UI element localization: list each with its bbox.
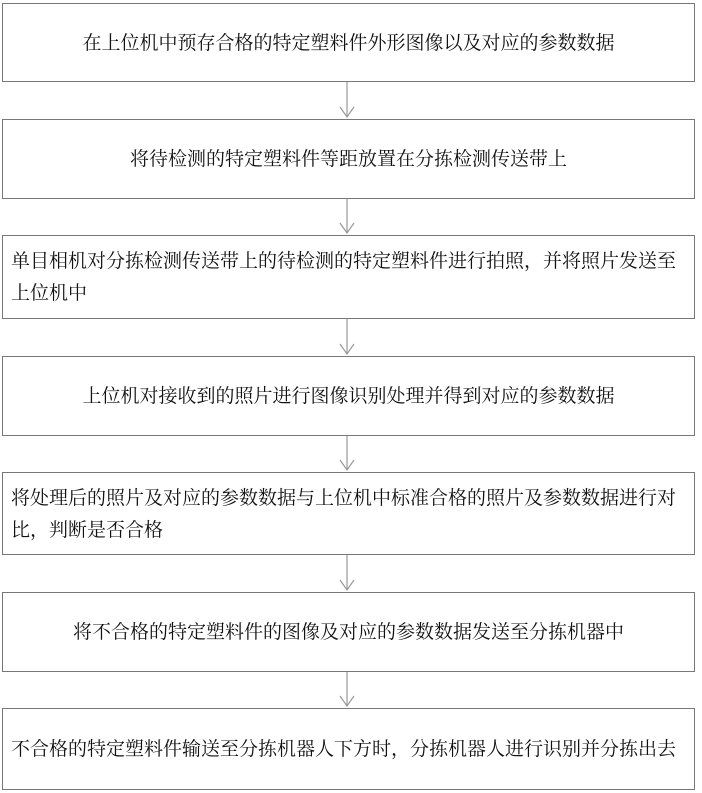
flow-step-3 [2, 235, 695, 319]
flow-step-2-text: 将待检测的特定塑料件等距放置在分拣检测传送带上 [129, 148, 567, 170]
flow-step-6-text: 将不合格的特定塑料件的图像及对应的参数数据发送至分拣机器中 [72, 621, 624, 643]
down-arrow-icon [337, 672, 357, 708]
flow-arrow-6 [337, 672, 357, 708]
flow-step-7-text: 不合格的特定塑料件输送至分拣机器人下方时，分拣机器人进行识别并分拣出去 [11, 738, 677, 760]
down-arrow-icon [337, 319, 357, 356]
down-arrow-icon [337, 82, 357, 119]
flow-arrow-2 [337, 199, 357, 235]
down-arrow-icon [337, 555, 357, 592]
flow-step-7 [2, 708, 695, 790]
flow-step-4 [2, 356, 695, 436]
down-arrow-icon [337, 436, 357, 472]
flow-step-2 [2, 119, 695, 199]
flow-step-6 [2, 592, 695, 672]
flow-arrow-4 [337, 436, 357, 472]
down-arrow-icon [337, 199, 357, 235]
flow-step-1-text: 在上位机中预存合格的特定塑料件外形图像以及对应的参数数据 [82, 31, 615, 54]
flow-step-3-text: 单目相机对分拣检测传送带上的待检测的特定塑料件进行拍照，并将照片发送至上位机中 [11, 250, 677, 304]
flow-step-5-text: 将处理后的照片及对应的参数数据与上位机中标准合格的照片及参数数据进行对比，判断是否合格 [11, 486, 677, 541]
flow-arrow-3 [337, 319, 357, 356]
flow-step-4-text: 上位机对接收到的照片进行图像识别处理并得到对应的参数数据 [82, 385, 615, 407]
flow-step-5 [2, 472, 695, 555]
flow-arrow-1 [337, 82, 357, 119]
flow-arrow-5 [337, 555, 357, 592]
flow-step-1 [2, 3, 695, 82]
